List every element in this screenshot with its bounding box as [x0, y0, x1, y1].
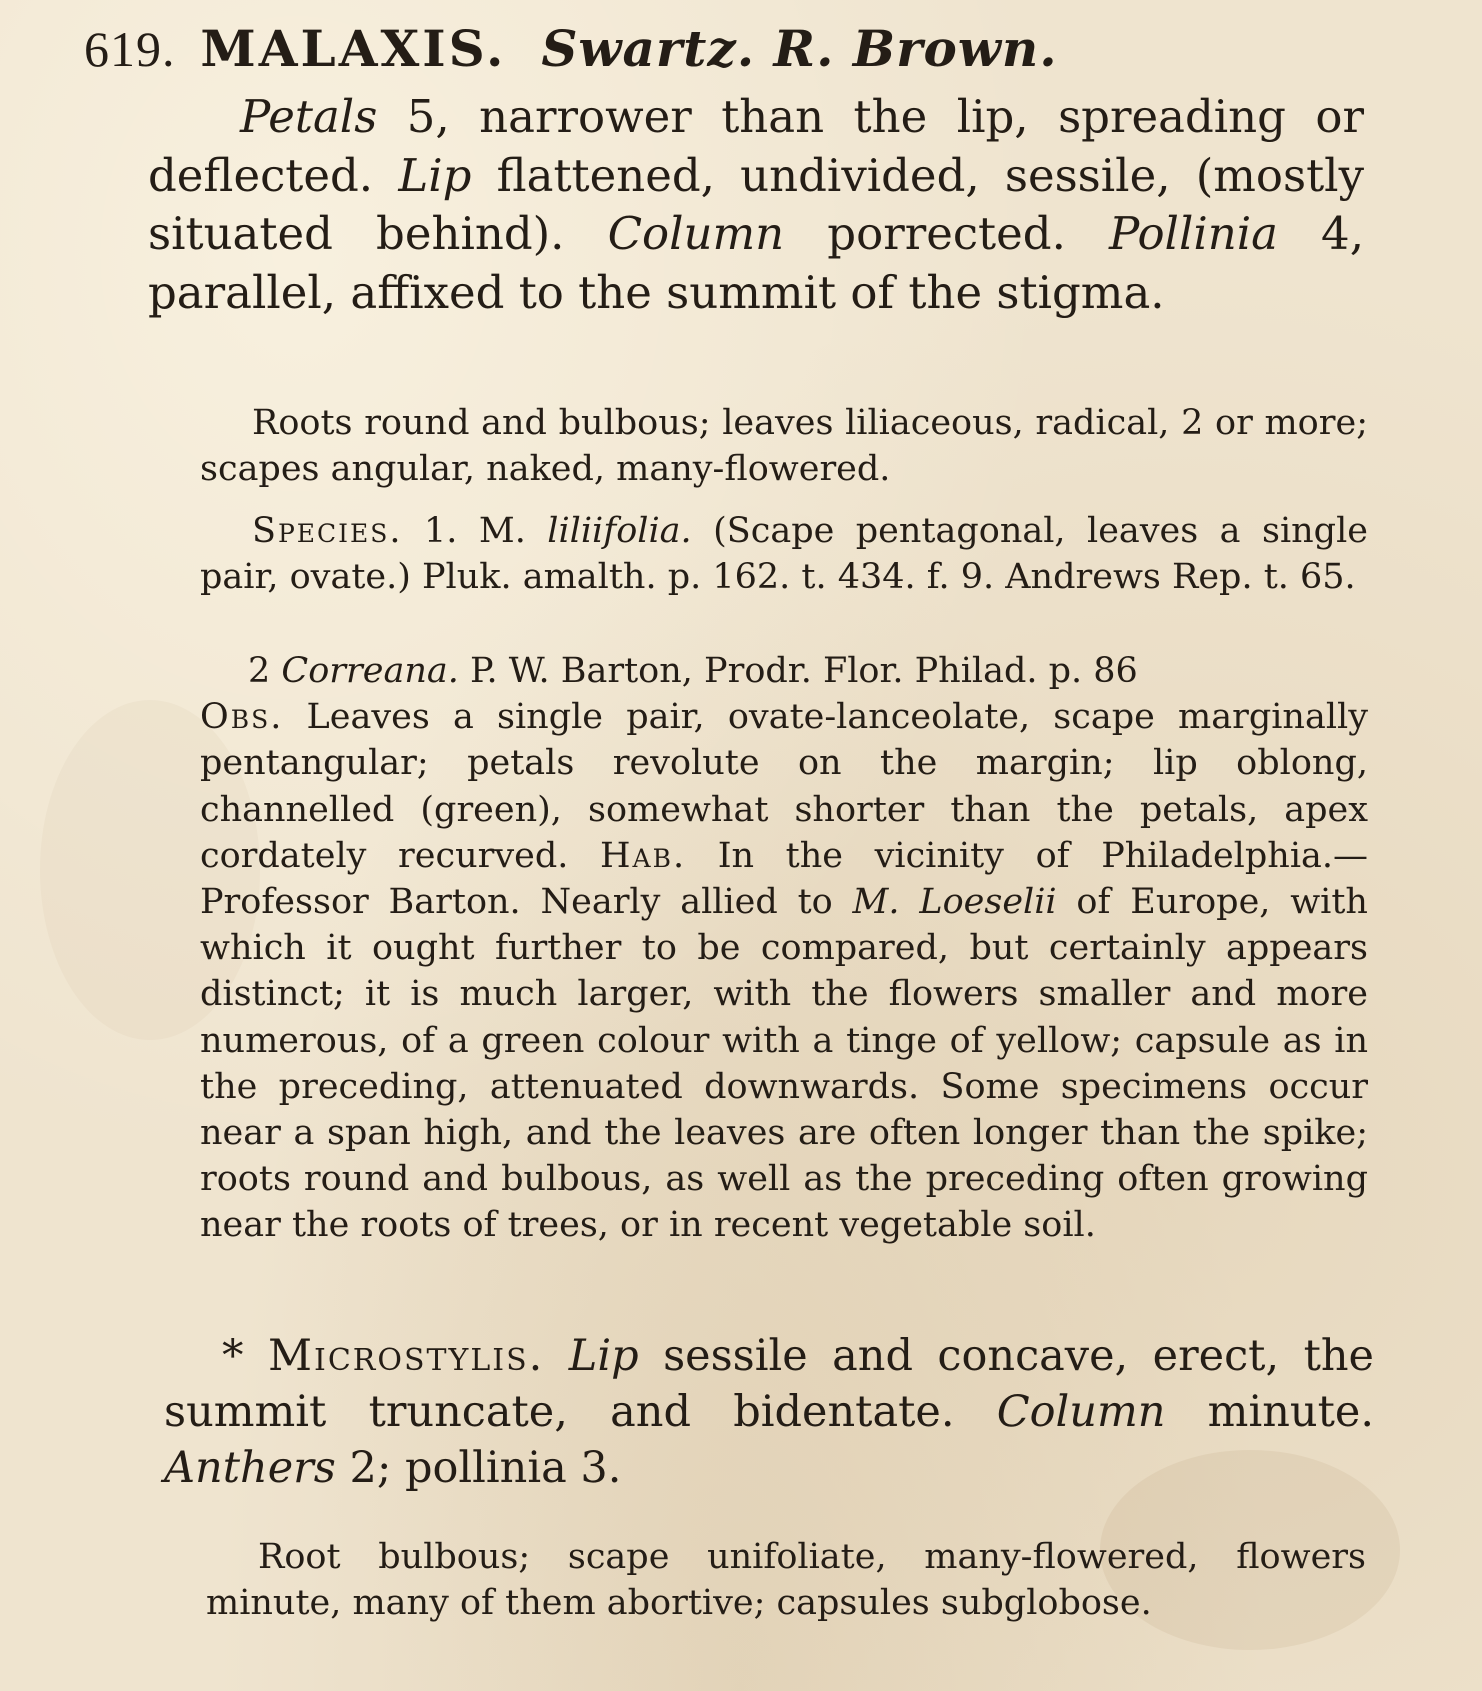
- species-2-text: P. W. Barton, Prodr. Flor. Philad. p. 86: [458, 651, 1138, 691]
- genus-description: [148, 88, 1364, 322]
- microstylis-roots-note: Root bulbous; scape unifoliate, many-flowered, flowers minute, many of them abortive; capsules subglobose.: [206, 1537, 1366, 1623]
- species-2-entry: [200, 648, 1368, 1249]
- microstylis-description: [164, 1328, 1374, 1496]
- microstylis-column-text: minute.: [1165, 1387, 1374, 1437]
- microstylis-lip-text: sessile and concave, erect, the summit truncate, and bidentate.: [164, 1331, 1375, 1437]
- genus-name: MALAXIS.: [200, 19, 507, 78]
- species-1-name: liliifolia.: [547, 511, 692, 551]
- petals-label: Petals: [240, 90, 378, 143]
- asterisk: *: [222, 1331, 268, 1381]
- hab-label: Hab.: [600, 835, 687, 876]
- obs-label: Obs.: [200, 697, 284, 738]
- microstylis-anthers-text: 2; pollinia 3.: [335, 1443, 622, 1493]
- genus-heading: [84, 16, 1058, 82]
- microstylis-name: Microstylis.: [267, 1331, 545, 1381]
- species-2-number: 2: [248, 651, 271, 691]
- lip-label: Lip: [398, 148, 472, 202]
- microstylis-anthers-label: Anthers: [164, 1443, 336, 1493]
- column-text: porrected.: [784, 207, 1109, 260]
- roots-note: Roots round and bulbous; leaves liliaceous, radical, 2 or more; scapes angular, naked, many-flowered.: [200, 403, 1368, 489]
- pollinia-text: 4, parallel, affixed to the summit of the stigma.: [148, 207, 1364, 319]
- species-label: Species.: [252, 511, 403, 551]
- hab-species: M. Loeselii: [852, 882, 1057, 923]
- pollinia-label: Pollinia: [1109, 207, 1278, 260]
- microstylis-column-label: Column: [996, 1387, 1166, 1437]
- species-1-number: 1. M.: [424, 511, 526, 551]
- column-label: Column: [607, 207, 785, 260]
- obs-text: Leaves a single pair, ovate-lanceolate, scape marginally pentangular; petals revolute on the margin; lip oblong, channelled (green), somewhat shorter than the petals, apex cordately recurved.: [200, 697, 1368, 876]
- petals-text: 5, narrower than the lip, spreading or deflected.: [148, 90, 1364, 202]
- species-1-text: (Scape pentagonal, leaves a single pair, ovate.) Pluk. amalth. p. 162. t. 434. f. 9. Andrews Rep. t. 65.: [200, 511, 1368, 598]
- lip-text: flattened, undivided, sessile, (mostly situated behind).: [148, 148, 1365, 260]
- hab-rest: of Europe, with which it ought further to be compared, but certainly appears distinct; it is much larger, with the flowers smaller and more numerous, of a green colour with a tinge of yellow; capsule as in the preceding, attenuated downwards. Some specimens occur near a span high, and the leaves are often longer than the spike; roots round and bulbous, as well as the preceding often growing near the roots of trees, or in recent vegetable soil.: [200, 882, 1368, 1246]
- species-1-entry: [200, 508, 1368, 600]
- genus-authorities: Swartz. R. Brown.: [541, 19, 1058, 78]
- genus-number: 619.: [84, 21, 176, 77]
- species-2-name: Correana.: [281, 651, 459, 691]
- microstylis-lip-label: Lip: [568, 1331, 639, 1381]
- hab-text: In the vicinity of Philadelphia.—Professor Barton. Nearly allied to: [200, 835, 1368, 923]
